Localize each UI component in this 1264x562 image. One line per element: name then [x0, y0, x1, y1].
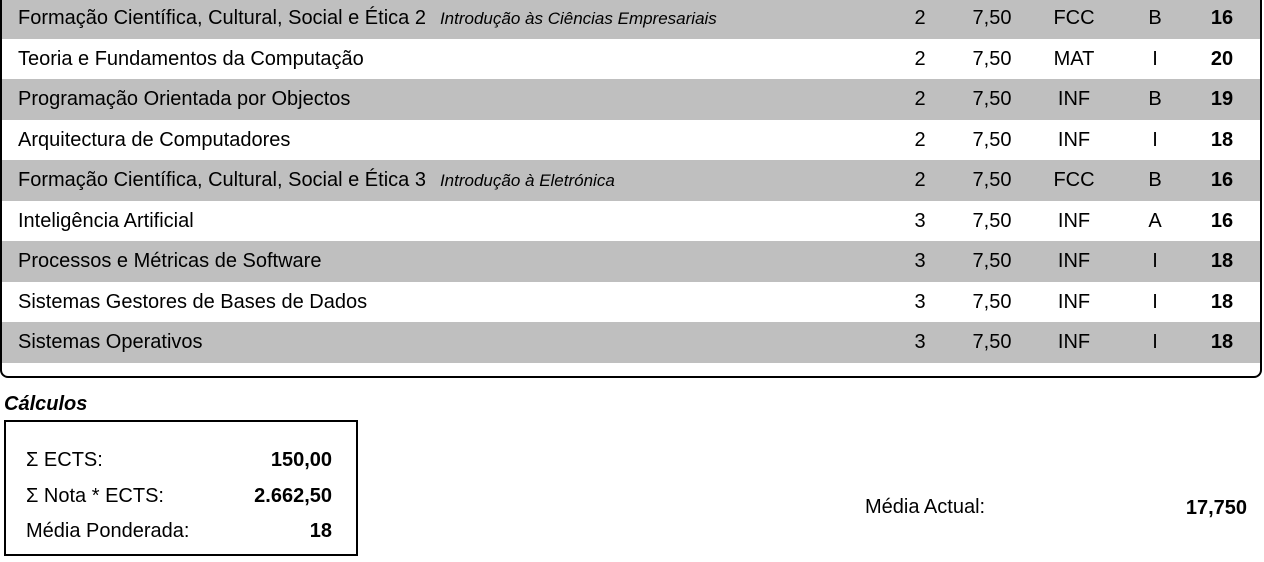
course-area: INF: [1057, 331, 1091, 353]
course-grade: 16: [1210, 169, 1234, 191]
media-actual-value: 17,750: [1185, 497, 1247, 519]
course-grade: 16: [1210, 209, 1234, 232]
course-ects: 7,50: [972, 128, 1012, 151]
course-ects: 7,50: [972, 169, 1012, 191]
course-ects: 7,50: [972, 290, 1012, 313]
calculos-box: [4, 420, 358, 556]
course-year: 2: [914, 169, 926, 191]
course-ects: 7,50: [972, 47, 1012, 70]
calc-row-ects-sum: [6, 442, 356, 478]
course-type: B: [1148, 7, 1162, 29]
course-type: B: [1148, 88, 1162, 110]
course-ects: 7,50: [972, 88, 1012, 110]
course-year: 3: [914, 290, 926, 313]
course-area: INF: [1057, 290, 1091, 313]
calc-row-grade-ects-sum: [6, 478, 356, 514]
course-subtitle: Introdução às Ciências Empresariais: [439, 9, 717, 28]
course-grade: 16: [1210, 7, 1234, 29]
table-row: [2, 201, 1260, 242]
course-name: Formação Científica, Cultural, Social e Ética 2: [18, 7, 426, 29]
table-row: [2, 0, 1260, 39]
course-year: 2: [914, 47, 926, 70]
course-ects: 7,50: [972, 331, 1012, 353]
course-area: MAT: [1053, 47, 1095, 70]
calc-value: 2.662,50: [254, 485, 332, 507]
course-grade: 20: [1210, 47, 1234, 70]
table-row: [2, 282, 1260, 323]
calc-label: Σ Nota * ECTS:: [26, 485, 164, 507]
course-area: INF: [1057, 209, 1091, 232]
course-area: INF: [1057, 128, 1091, 151]
course-grade: 18: [1210, 331, 1234, 353]
course-name: Sistemas Operativos: [18, 331, 203, 353]
course-ects: 7,50: [972, 209, 1012, 232]
course-grade: 18: [1210, 290, 1234, 313]
table-row: [2, 79, 1260, 120]
course-name: Processos e Métricas de Software: [18, 250, 322, 272]
course-type: I: [1152, 128, 1158, 151]
course-name: Programação Orientada por Objectos: [18, 88, 351, 110]
course-subtitle: Introdução à Eletrónica: [439, 171, 615, 190]
calc-label: Média Ponderada:: [26, 520, 190, 542]
course-grade: 18: [1210, 250, 1234, 272]
course-grade: 18: [1210, 128, 1234, 151]
calc-row-weighted-average: [6, 513, 356, 549]
table-row: [2, 241, 1260, 282]
course-year: 2: [914, 7, 926, 29]
course-ects: 7,50: [972, 7, 1012, 29]
course-ects: 7,50: [972, 250, 1012, 272]
calc-value: 150,00: [270, 449, 332, 471]
course-type: I: [1152, 290, 1158, 313]
course-type: A: [1148, 209, 1162, 232]
course-name: Teoria e Fundamentos da Computação: [18, 47, 364, 70]
course-year: 3: [914, 331, 926, 353]
course-name: Arquitectura de Computadores: [18, 128, 291, 151]
course-type: I: [1152, 331, 1158, 353]
course-area: INF: [1057, 88, 1091, 110]
course-area: INF: [1057, 250, 1091, 272]
course-year: 2: [914, 128, 926, 151]
course-type: I: [1152, 250, 1158, 272]
calc-value: 18: [309, 520, 332, 542]
table-row: [2, 322, 1260, 363]
course-type: B: [1148, 169, 1162, 191]
calculos-title: Cálculos: [4, 393, 88, 415]
table-row: [2, 160, 1260, 201]
course-name: Inteligência Artificial: [18, 209, 194, 232]
course-name: Formação Científica, Cultural, Social e Ética 3: [18, 169, 426, 191]
course-year: 3: [914, 250, 926, 272]
table-row: [2, 120, 1260, 161]
calc-label: Σ ECTS:: [26, 449, 103, 471]
course-year: 3: [914, 209, 926, 232]
course-type: I: [1152, 47, 1158, 70]
course-area: FCC: [1053, 7, 1095, 29]
table-row: [2, 39, 1260, 80]
course-year: 2: [914, 88, 926, 110]
course-grade: 19: [1210, 88, 1234, 110]
media-actual-label: Média Actual:: [865, 496, 986, 518]
course-area: FCC: [1053, 169, 1095, 191]
course-name: Sistemas Gestores de Bases de Dados: [18, 290, 368, 313]
